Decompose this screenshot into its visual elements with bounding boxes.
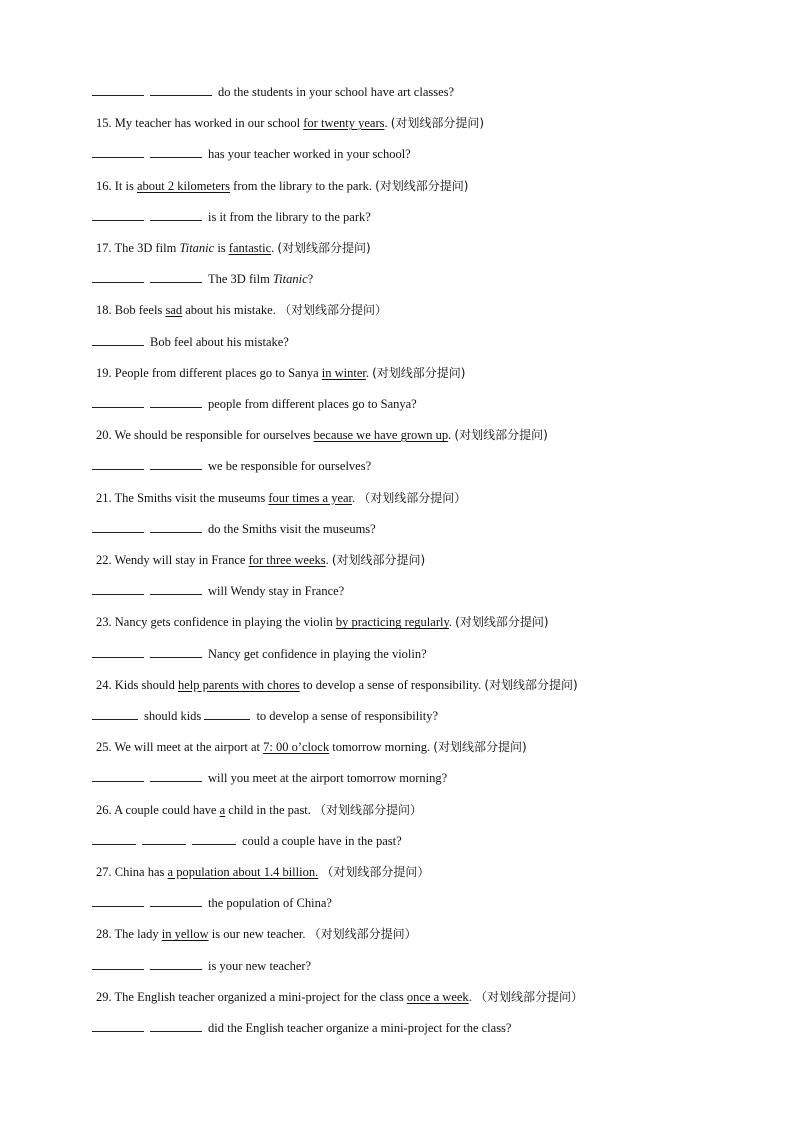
question-text: The Smiths visit the museums [114,490,269,505]
question-line [96,178,469,194]
instruction-text: (对划线部分提问) [390,116,485,131]
instruction-text: (对划线部分提问) [433,740,527,755]
answer-blank[interactable] [192,833,236,845]
answer-blank[interactable] [92,396,144,408]
question-text: Kids should [114,677,178,692]
instruction-text: （对划线部分提问） [321,865,430,879]
answer-text: is it from the library to the park? [208,209,371,224]
question-text: My teacher has worked in our school [114,116,304,131]
question-text: We will meet at the airport at [114,740,264,755]
question-text: . [448,615,456,630]
answer-line [92,334,289,350]
answer-line [92,833,402,849]
question-number: 21. [96,490,115,505]
answer-blank[interactable] [204,708,250,720]
answer-text: should kids [144,709,205,723]
question-text: The 3D film [114,241,180,255]
question-number: 25. [96,740,115,755]
question-line [96,677,578,693]
answer-blank[interactable] [150,958,202,970]
answer-line [92,895,332,911]
underlined-phrase: about 2 kilometers [136,178,231,193]
question-text: . [384,116,391,131]
question-line [96,490,466,506]
answer-blank[interactable] [92,84,144,96]
answer-line [92,146,411,162]
answer-blank[interactable] [150,458,202,470]
question-number: 20. [96,428,115,443]
answer-text: will Wendy stay in France? [208,584,345,599]
instruction-text: (对划线部分提问) [455,615,549,630]
question-text: . [352,490,359,505]
answer-text: do the Smiths visit the museums? [208,521,376,536]
question-text: . [448,428,455,443]
answer-text: Nancy get confidence in playing the violin? [208,646,427,661]
answer-text: Bob feel about his mistake? [150,334,289,349]
answer-line [92,84,454,100]
instruction-text: (对划线部分提问) [375,178,469,193]
question-number: 18. [96,303,115,318]
question-text: to develop a sense of responsibility. [299,677,485,692]
question-line [96,989,583,1005]
answer-line [92,646,427,662]
answer-blank[interactable] [92,146,144,158]
question-text: The English teacher organized a mini-project for the class [114,989,407,1004]
answer-blank[interactable] [150,84,212,96]
question-number: 26. [96,802,115,817]
answer-line [92,209,371,225]
underlined-phrase: in yellow [161,927,209,942]
answer-blank[interactable] [150,146,202,158]
underlined-phrase: once a week [406,989,469,1004]
answer-text: to develop a sense of responsibility? [256,709,438,723]
answer-text: The 3D film [208,272,273,287]
answer-blank[interactable] [92,271,144,283]
answer-blank[interactable] [92,209,144,221]
instruction-text: (对划线部分提问) [331,553,426,567]
answer-text: Titanic [272,272,308,287]
answer-line [92,521,376,537]
answer-blank[interactable] [92,334,144,346]
underlined-phrase: because we have grown up [313,428,449,443]
question-text: . [325,553,332,567]
answer-blank[interactable] [92,1020,144,1032]
underlined-phrase: in winter [321,365,366,380]
answer-text: could a couple have in the past? [242,833,402,848]
question-text: . [271,241,278,255]
instruction-text: （对划线部分提问） [358,490,467,505]
question-number: 15. [96,116,115,131]
question-text: about his mistake. [182,303,279,318]
instruction-text: (对划线部分提问) [277,241,371,255]
answer-blank[interactable] [150,646,202,658]
question-line [96,240,371,256]
answer-blank[interactable] [150,895,202,907]
underlined-phrase: by practicing regularly [335,615,449,630]
question-line [96,552,425,568]
answer-line [92,770,447,786]
question-line [96,302,387,318]
answer-text: has your teacher worked in your school? [208,147,411,162]
underlined-phrase: sad [165,303,183,318]
instruction-text: (对划线部分提问) [484,677,578,692]
question-number: 27. [96,865,115,879]
question-text: from the library to the park. [230,178,376,193]
underlined-phrase: a population about 1.4 billion. [167,865,319,879]
answer-text: we be responsible for ourselves? [208,459,372,474]
answer-text: ? [307,272,314,287]
question-text: The lady [114,927,162,942]
answer-text: the population of China? [208,896,332,911]
underlined-phrase: for twenty years [303,116,385,131]
question-number: 22. [96,553,115,567]
question-text: Wendy will stay in France [114,553,249,567]
underlined-phrase: fantastic [228,241,272,255]
question-number: 23. [96,615,115,630]
question-text: People from different places go to Sanya [114,365,322,380]
instruction-text: （对划线部分提问） [278,303,387,318]
question-text: tomorrow morning. [329,740,434,755]
instruction-text: (对划线部分提问) [454,428,548,443]
answer-blank[interactable] [92,708,138,720]
instruction-text: （对划线部分提问） [474,989,583,1004]
answer-blank[interactable] [92,833,136,845]
answer-line [92,958,311,974]
instruction-text: (对划线部分提问) [372,365,466,380]
answer-blank[interactable] [150,770,202,782]
question-line [96,365,465,381]
underlined-phrase: four times a year [268,490,353,505]
question-text: child in the past. [225,802,315,817]
answer-blank[interactable] [150,209,202,221]
answer-blank[interactable] [92,583,144,595]
question-line [96,926,417,942]
question-text: is [214,241,229,255]
question-line [96,739,527,755]
question-number: 19. [96,365,115,380]
answer-text: is your new teacher? [208,958,312,973]
question-number: 16. [96,178,115,193]
question-text: Titanic [179,241,215,255]
question-line [96,614,549,630]
question-text: Nancy gets confidence in playing the violin [114,615,336,630]
underlined-phrase: 7: 00 o’clock [263,740,330,755]
answer-blank[interactable] [92,770,144,782]
underlined-phrase: for three weeks [248,553,326,567]
question-line [96,802,422,818]
question-text: China has [114,865,168,879]
question-text: . [468,989,475,1004]
question-text: A couple could have [114,802,220,817]
question-text: is our new teacher. [208,927,309,942]
question-line [96,427,548,443]
question-line [96,115,484,131]
question-text: It is [114,178,137,193]
question-number: 17. [96,241,115,255]
answer-text: will you meet at the airport tomorrow morning? [208,771,448,786]
answer-line [92,271,313,287]
answer-line [92,583,344,599]
answer-text: people from different places go to Sanya? [208,397,417,411]
question-text: . [365,365,373,380]
answer-line [92,396,417,412]
answer-line [92,708,438,724]
answer-blank[interactable] [142,833,186,845]
answer-blank[interactable] [92,521,144,533]
answer-line [92,1020,511,1036]
question-number: 24. [96,677,115,692]
question-number: 28. [96,927,115,942]
answer-blank[interactable] [92,646,144,658]
underlined-phrase: a [219,802,226,817]
answer-blank[interactable] [92,958,144,970]
answer-blank[interactable] [150,396,202,408]
question-text: Bob feels [114,303,166,318]
answer-blank[interactable] [92,458,144,470]
answer-blank[interactable] [150,583,202,595]
question-text: We should be responsible for ourselves [114,428,314,443]
underlined-phrase: help parents with chores [177,677,300,692]
question-number: 29. [96,989,115,1004]
answer-blank[interactable] [150,1020,202,1032]
answer-line [92,458,371,474]
answer-blank[interactable] [150,521,202,533]
answer-blank[interactable] [92,895,144,907]
instruction-text: （对划线部分提问） [314,802,423,817]
answer-text: did the English teacher organize a mini-project for the class? [208,1021,512,1035]
question-line [96,864,429,880]
answer-text: do the students in your school have art classes? [218,85,455,99]
instruction-text: （对划线部分提问） [308,927,417,942]
answer-blank[interactable] [150,271,202,283]
